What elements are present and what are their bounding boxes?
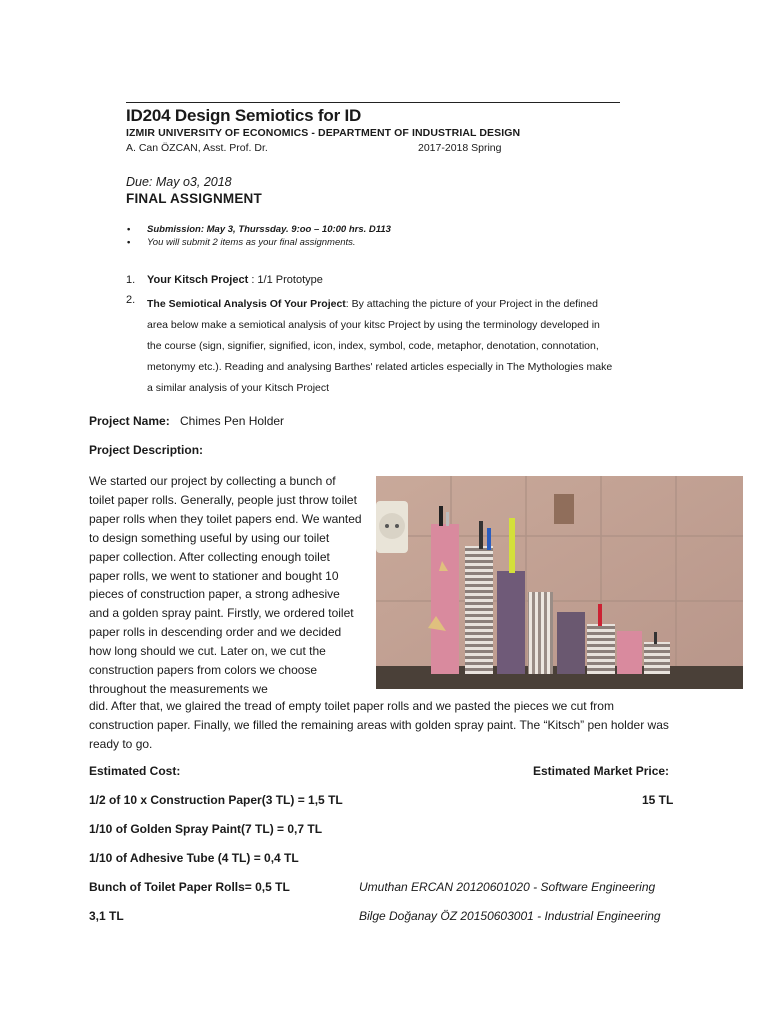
due-date: Due: May o3, 2018 xyxy=(126,175,232,189)
estimated-cost-label: Estimated Cost: xyxy=(89,764,181,778)
professor-name: A. Can ÖZCAN, Asst. Prof. Dr. xyxy=(126,142,268,154)
assignment-heading: FINAL ASSIGNMENT xyxy=(126,191,262,206)
item-1-text: : 1/1 Prototype xyxy=(248,274,323,286)
author-1: Umuthan ERCAN 20120601020 - Software Engineering xyxy=(359,880,656,894)
item-2-title: The Semiotical Analysis Of Your Project xyxy=(147,298,346,310)
item-1-title: Your Kitsch Project xyxy=(147,274,249,286)
cost-line-construction-paper: 1/2 of 10 x Construction Paper(3 TL) = 1,5 TL xyxy=(89,793,343,807)
cost-total: 3,1 TL xyxy=(89,909,124,923)
course-title: ID204 Design Semiotics for ID xyxy=(126,106,362,125)
cost-line-spray-paint: 1/10 of Golden Spray Paint(7 TL) = 0,7 TL xyxy=(89,822,323,836)
term-label: 2017-2018 Spring xyxy=(418,142,502,154)
item-number-2: 2. xyxy=(126,294,136,306)
project-name-label: Project Name: xyxy=(89,414,170,428)
estimated-price-value: 15 TL xyxy=(642,793,674,807)
item-2-text: : By attaching the picture of your Project in the defined area below make a semiotical analysis of your kitsc Project by using the terminology developed in the course (sign, signifier, signified, icon, index, symbol, code, metaphor, denotation, connotation, metonymy etc.). Reading and analysing Barthes' related articles especially in The Mythologies make a similar analysis of your Kitsch Project xyxy=(147,298,613,394)
estimated-price-label: Estimated Market Price: xyxy=(533,764,670,778)
item-2 xyxy=(147,294,617,399)
project-name-value: Chimes Pen Holder xyxy=(180,414,285,428)
item-1 xyxy=(147,274,323,286)
cost-line-adhesive: 1/10 of Adhesive Tube (4 TL) = 0,4 TL xyxy=(89,851,299,865)
header-rule xyxy=(126,102,620,103)
project-description-label: Project Description: xyxy=(89,443,204,457)
project-description-text: We started our project by collecting a bunch of toilet paper rolls. Generally, people just throw toilet paper rolls when they toilet papers end. We wanted to design something useful by using our toilet paper collection. After collecting enough toilet paper rolls, we went to stationer and bought 10 pieces of construction paper, a strong adhesive and a golden spray paint. Firstly, we ordered toilet paper rolls in descending order and we decided how long should we cut. Later on, we cut the construction papers from colors we choose throughout the measurements we xyxy=(89,474,362,696)
project-description-continued: did. After that, we glaired the tread of empty toilet paper rolls and we pasted the pieces we cut from construction paper. Finally, we filled the remaining areas with golden spray paint. The “Kitsch” pen holder was ready to go. xyxy=(89,699,669,751)
cost-line-paper-rolls: Bunch of Toilet Paper Rolls= 0,5 TL xyxy=(89,880,290,894)
author-2: Bilge Doğanay ÖZ 20150603001 - Industrial Engineering xyxy=(359,909,661,923)
item-number-1: 1. xyxy=(126,274,136,286)
university-line: IZMIR UNIVERSITY OF ECONOMICS - DEPARTMENT OF INDUSTRIAL DESIGN xyxy=(126,127,521,139)
project-photo xyxy=(376,476,743,689)
items-bullet: • You will submit 2 items as your final assignments. xyxy=(147,237,356,248)
submission-bullet: • Submission: May 3, Thurssday. 9:oo – 10:00 hrs. D113 xyxy=(147,224,391,235)
